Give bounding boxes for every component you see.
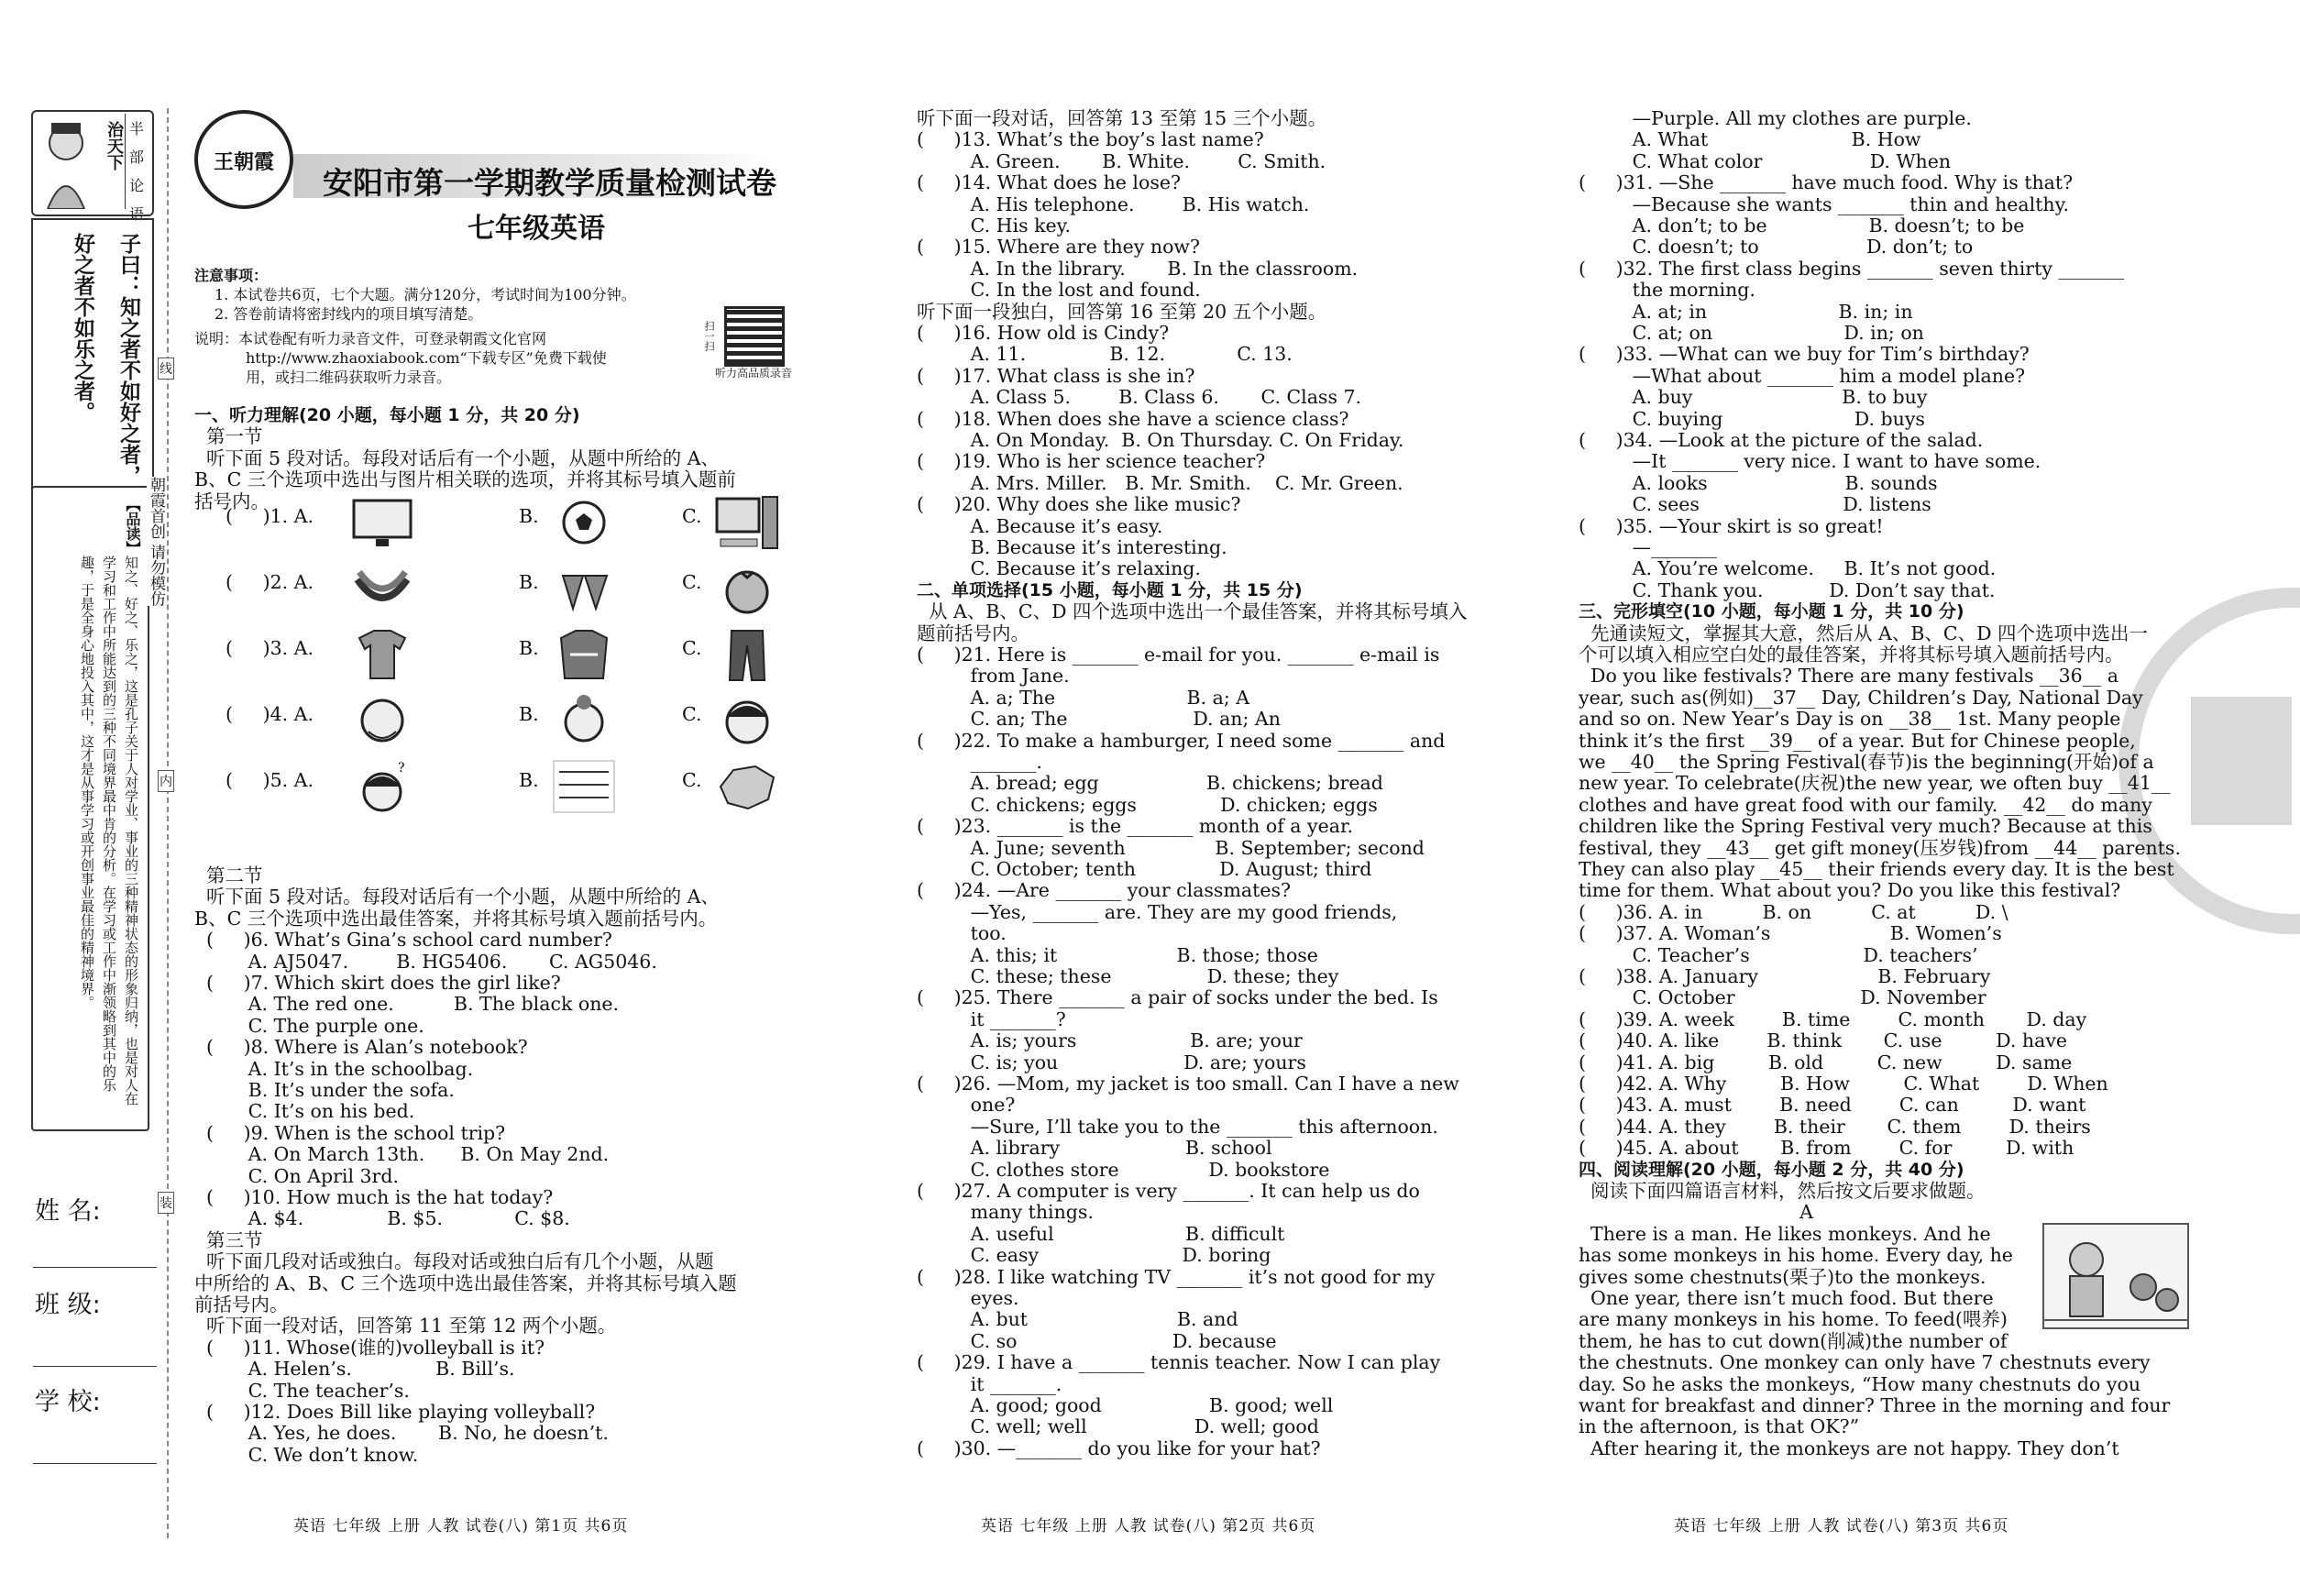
tv-icon — [350, 495, 414, 550]
text-line: A. $4. B. $5. C. $8. — [194, 1207, 570, 1230]
sidebar-top-box — [31, 110, 154, 223]
name-field-line[interactable] — [33, 1267, 157, 1268]
text-line: C. sees D. listens — [1579, 493, 1931, 516]
text-line: and so on. New Year’s Day is on __38__ 1st. Many people — [1579, 708, 2121, 731]
text-line: time for them. What about you? Do you like this festival? — [1579, 879, 2121, 902]
text-line: C. It’s on his bed. — [194, 1100, 415, 1123]
text-line: —Purple. All my clothes are purple. — [1579, 107, 1972, 129]
text-line: They can also play __45__ their friends every day. It is the best — [1579, 858, 2174, 880]
footer-page-1: 英语 七年级 上册 人教 试卷(八) 第1页 共6页 — [293, 1517, 629, 1535]
text-line: ( )34. —Look at the picture of the salad. — [1579, 429, 1984, 451]
picture-question-3: ( )3. A. — [226, 637, 314, 659]
text-line: ( )19. Who is her science teacher? — [917, 450, 1266, 473]
text-line: C. is; you D. are; yours — [917, 1051, 1306, 1073]
text-line: A. library B. school — [917, 1137, 1272, 1160]
picture-question-2: ( )2. A. — [226, 571, 314, 593]
class-field-label: 班 级: — [35, 1291, 101, 1319]
text-line: C. at; on D. in; on — [1579, 322, 1924, 344]
text-line: C. The teacher’s. — [194, 1379, 410, 1402]
svg-text:?: ? — [398, 761, 405, 776]
sidebar-label-box — [125, 114, 148, 223]
page-title: 安阳市第一学期教学质量检测试卷 — [323, 165, 776, 201]
text-line: A. but B. and — [917, 1308, 1238, 1331]
text-line: A. Helen’s. B. Bill’s. — [194, 1358, 515, 1381]
text-line: from Jane. — [917, 665, 1070, 688]
text-line: A. On March 13th. B. On May 2nd. — [194, 1143, 610, 1166]
grandfather-icon — [350, 693, 414, 748]
text-line: one? — [917, 1094, 1016, 1117]
text-line: A. buy B. to buy — [1579, 386, 1928, 409]
sidebar-reading-label: 【品读】 — [124, 497, 141, 556]
text-line: in the afternoon, is that OK?” — [1579, 1415, 1860, 1438]
text-line: —It _______ very nice. I want to have some. — [1579, 450, 2041, 473]
text-line: B. Because it’s interesting. — [917, 536, 1227, 558]
text-line: B. It’s under the sofa. — [194, 1079, 455, 1101]
text-line: Do you like festivals? There are many festivals __36__ a — [1579, 665, 2118, 688]
text-line: 第二节 — [194, 864, 263, 886]
sidebar-label-char-4: 语 — [128, 205, 144, 223]
text-line: A. is; yours B. are; your — [917, 1029, 1303, 1052]
text-line: ( )42. A. Why B. How C. What D. When — [1579, 1073, 2108, 1095]
text-line: A. good; good B. good; well — [917, 1394, 1334, 1416]
text-line: ( )15. Where are they now? — [917, 236, 1200, 259]
sidebar-label-char-3: 论 — [128, 177, 144, 194]
text-line: ( )31. —She _______ have much food. Why is that? — [1579, 171, 2074, 194]
text-line: A. In the library. B. In the classroom. — [917, 257, 1359, 280]
text-line: ( )12. Does Bill like playing volleyball? — [194, 1401, 596, 1423]
left-sidebar — [28, 108, 158, 1162]
notice-note-1: 说明：本试卷配有听力录音文件，可登录朝霞文化官网 — [194, 330, 547, 347]
text-line: 听下面几段对话或独白。每段对话或独白后有几个小题，从题 — [194, 1250, 714, 1273]
text-line: new year. To celebrate(庆祝)the new year, we often buy __41__ — [1579, 772, 2171, 795]
text-line: A. Mrs. Miller. B. Mr. Smith. C. Mr. Green. — [917, 471, 1403, 494]
text-line: ( )35. —Your skirt is so great! — [1579, 514, 1884, 537]
text-line: think it’s the first __39__ of a year. But for Chinese people, — [1579, 729, 2136, 752]
text-line: 听下面一段对话，回答第 13 至第 15 三个小题。 — [917, 107, 1327, 129]
text-line: ( )37. A. Woman’s B. Women’s — [1579, 922, 2002, 945]
sidebar-motto: 治天下 — [105, 121, 124, 171]
qr-code[interactable] — [724, 306, 785, 367]
text-line: A. His telephone. B. His watch. — [917, 193, 1310, 215]
option-label: C. — [682, 571, 702, 593]
text-line: many things. — [917, 1201, 1094, 1224]
option-label: B. — [519, 505, 539, 527]
text-line: are many monkeys in his home. To feed(喂养) — [1579, 1308, 2008, 1331]
text-line: C. Because it’s relaxing. — [917, 557, 1201, 580]
text-line: There is a man. He likes monkeys. And he — [1579, 1222, 1991, 1245]
text-line: ( )32. The first class begins _______ seven thirty _______ — [1579, 257, 2125, 280]
text-line: C. The purple one. — [194, 1014, 424, 1037]
text-line: ( )21. Here is _______ e-mail for you. _______ e-mail is — [917, 644, 1440, 666]
text-line: ( )33. —What can we buy for Tim’s birthday? — [1579, 343, 2030, 366]
picture-question-5: ( )5. A. — [226, 769, 314, 791]
text-line: B、C 三个选项中选出最佳答案，并将其标号填入题前括号内。 — [194, 907, 718, 930]
text-line: After hearing it, the monkeys are not happy. They don’t — [1579, 1436, 2119, 1459]
seal-mark-2: 内 — [158, 770, 174, 792]
page-subtitle: 七年级英语 — [468, 213, 605, 245]
pants-icon — [715, 627, 779, 682]
text-line: children like the Spring Festival very much? Because at this — [1579, 815, 2152, 838]
t-shirt-icon — [350, 627, 414, 682]
text-line: ( )11. Whose(谁的)volleyball is it? — [194, 1336, 545, 1359]
sweater-icon — [552, 627, 616, 682]
text-line: ( )8. Where is Alan’s notebook? — [194, 1036, 528, 1059]
text-line: 听下面一段独白，回答第 16 至第 20 五个小题。 — [917, 300, 1327, 323]
text-line: 听下面 5 段对话。每段对话后有一个小题，从题中所给的 A、 — [194, 446, 720, 469]
text-line: A. Because it’s easy. — [917, 514, 1163, 537]
text-line: C. chickens; eggs D. chicken; eggs — [917, 793, 1378, 816]
notice-note-2: http://www.zhaoxiabook.com“下载专区”免费下载使 — [246, 349, 607, 367]
sidebar-quote-2: 好之者不如乐之者。 — [71, 233, 94, 423]
text-line: A. Green. B. White. C. Smith. — [917, 149, 1326, 172]
text-line: ( )45. A. about B. from C. for D. with — [1579, 1137, 2074, 1160]
text-line: ( )7. Which skirt does the girl like? — [194, 972, 561, 994]
text-line: A. What B. How — [1579, 128, 1921, 151]
text-line: we __40__ the Spring Festival(春节)is the beginning(开始)of a — [1579, 751, 2154, 773]
picture-question-1: ( )1. A. — [226, 505, 314, 527]
text-line: C. What color D. When — [1579, 149, 1952, 172]
text-line: A. Class 5. B. Class 6. C. Class 7. — [917, 386, 1362, 409]
text-line: A. AJ5047. B. HG5406. C. AG5046. — [194, 950, 657, 973]
text-line: ( )39. A. week B. time C. month D. day — [1579, 1007, 2087, 1030]
text-line: C. easy D. boring — [917, 1244, 1271, 1267]
scholar-figure-icon — [39, 117, 94, 209]
notice-item-1: 1. 本试卷共6页，七个大题。满分120分，考试时间为100分钟。 — [215, 286, 636, 303]
seal-mark-1: 线 — [158, 358, 174, 380]
binding-line — [167, 108, 169, 1538]
strawberries-icon — [552, 561, 616, 616]
grandmother-icon — [552, 693, 616, 748]
text-line: A. bread; egg B. chickens; bread — [917, 772, 1383, 795]
notice-heading: 注意事项： — [194, 267, 269, 284]
bananas-icon — [350, 561, 414, 616]
text-line: them, he has to cut down(削减)the number of — [1579, 1329, 2008, 1352]
text-line: ( )40. A. like B. think C. use D. have — [1579, 1029, 2068, 1052]
text-line: A. It’s in the schoolbag. — [194, 1057, 474, 1080]
text-line: clothes and have great food with our family. __42__ do many — [1579, 793, 2152, 816]
text-line: ( )41. A. big B. old C. new D. same — [1579, 1051, 2073, 1073]
text-line: ( )14. What does he lose? — [917, 171, 1181, 194]
text-line: has some monkeys in his home. Every day, he — [1579, 1244, 2013, 1267]
desktop-computer-icon — [715, 495, 779, 550]
text-line: ( )6. What’s Gina’s school card number? — [194, 929, 612, 952]
binding-side-text: 朝霞首创 请勿模仿 — [147, 477, 165, 607]
boy-face-icon — [715, 693, 779, 748]
text-line: C. so D. because — [917, 1329, 1277, 1352]
text-line: ( )16. How old is Cindy? — [917, 322, 1170, 344]
text-line: C. these; these D. these; they — [917, 965, 1339, 987]
text-line: ( )44. A. they B. their C. them D. theirs — [1579, 1115, 2091, 1138]
option-label: B. — [519, 769, 539, 791]
text-line: ( )43. A. must B. need C. can D. want — [1579, 1094, 2086, 1117]
text-line: ( )23. _______ is the _______ month of a year. — [917, 815, 1354, 838]
text-line: C. We don’t know. — [194, 1443, 419, 1466]
text-line: ( )20. Why does she like music? — [917, 493, 1241, 516]
text-line: A. a; The B. a; A — [917, 686, 1250, 709]
school-field-line[interactable] — [33, 1463, 157, 1464]
sidebar-reading-text: 知之、好之、乐之，这是孔子关于人对学业、事业的三种精神状态的形象归纳，也是对人在学习和工作中所能达到的三种不同境界最中肯的分析。在学习或工作中渐领略到其中的乐趣，于是全身心地投入其中，这才是从事学习或开创事业最佳的精神境界。 — [79, 556, 139, 1106]
china-map-icon — [715, 759, 779, 814]
qr-side-label: 扫一扫 — [703, 321, 715, 351]
option-label: C. — [682, 637, 702, 659]
text-line: —_______ — [1579, 536, 1717, 558]
text-line: ( )22. To make a hamburger, I need some _______ and — [917, 729, 1446, 752]
text-line: day. So he asks the monkeys, “How many chestnuts do you — [1579, 1372, 2141, 1395]
text-line: A. looks B. sounds — [1579, 471, 1938, 494]
seal-mark-3: 装 — [158, 1192, 174, 1214]
text-line: festival, they __43__ get gift money(压岁钱)from __44__ parents. — [1579, 836, 2181, 859]
notice-item-2: 2. 答卷前请将密封线内的项目填写清楚。 — [215, 305, 483, 323]
text-line: ( )25. There _______ a pair of socks under the bed. Is — [917, 986, 1438, 1009]
text-line: 听下面 5 段对话。每段对话后有一个小题，从题中所给的 A、 — [194, 886, 720, 908]
text-line: ( )13. What’s the boy’s last name? — [917, 128, 1264, 151]
option-label: C. — [682, 769, 702, 791]
text-line: ( )36. A. in B. on C. at D. \ — [1579, 900, 2008, 923]
text-line: ( )17. What class is she in? — [917, 364, 1195, 387]
text-line: One year, there isn’t much food. But there — [1579, 1287, 1994, 1309]
option-label: B. — [519, 571, 539, 593]
sidebar-quote-1: 子曰：知之者不如好之者， — [116, 233, 140, 486]
text-line: C. clothes store D. bookstore — [917, 1158, 1330, 1181]
text-line: too. — [917, 922, 1007, 945]
text-line: 题前括号内。 — [917, 622, 1029, 644]
sidebar-reading-box — [31, 486, 149, 1131]
text-line: 第一节 — [194, 425, 263, 448]
text-line: A. The red one. B. The black one. — [194, 993, 620, 1016]
text-line: A. don’t; to be B. doesn’t; to be — [1579, 215, 2025, 237]
text-line: ( )9. When is the school trip? — [194, 1121, 506, 1144]
text-line: —What about _______ him a model plane? — [1579, 364, 2026, 387]
text-line: 括号内。 — [194, 490, 270, 512]
text-line: A. 11. B. 12. C. 13. — [917, 343, 1293, 366]
text-line: ( )18. When does she have a science class? — [917, 407, 1349, 430]
text-line: gives some chestnuts(栗子)to the monkeys. — [1579, 1265, 1986, 1288]
text-line: 阅读下面四篇语言材料，然后按文后要求做题。 — [1579, 1180, 1986, 1202]
text-line: year, such as(例如)__37__ Day, Children’s Day, National Day — [1579, 686, 2143, 709]
sidebar-label-char-1: 半 — [128, 120, 144, 138]
option-label: B. — [519, 703, 539, 725]
footer-page-3: 英语 七年级 上册 人教 试卷(八) 第3页 共6页 — [1674, 1517, 2009, 1535]
text-line: A. this; it B. those; those — [917, 943, 1318, 966]
text-line: C. October; tenth D. August; third — [917, 858, 1372, 880]
text-line: 先通读短文，掌握其大意，然后从 A、B、C、D 四个选项中选出一 — [1579, 622, 2149, 644]
brand-logo — [194, 110, 293, 209]
text-line: ( )29. I have a _______ tennis teacher. Now I can play — [917, 1351, 1441, 1374]
text-line: A. You’re welcome. B. It’s not good. — [1579, 557, 1997, 580]
text-line: eyes. — [917, 1287, 1019, 1309]
class-field-line[interactable] — [33, 1366, 157, 1367]
text-line: the chestnuts. One monkey can only have 7 chestnuts every — [1579, 1351, 2151, 1374]
text-line: ( )30. —_______ do you like for your hat? — [917, 1436, 1321, 1459]
option-label: C. — [682, 505, 702, 527]
text-line: C. His key. — [917, 215, 1072, 237]
picture-question-4: ( )4. A. — [226, 703, 314, 725]
text-line: A. June; seventh B. September; second — [917, 836, 1425, 859]
text-line: C. an; The D. an; An — [917, 708, 1281, 731]
notice-block — [194, 266, 636, 387]
school-field-label: 学 校: — [35, 1388, 101, 1416]
text-line: ( )26. —Mom, my jacket is too small. Can I have a new — [917, 1073, 1459, 1095]
option-label: C. — [682, 703, 702, 725]
section-heading: 一、听力理解(20 小题，每小题 1 分，共 20 分) — [194, 405, 580, 425]
text-line: B、C 三个选项中选出与图片相关联的选项，并将其标号填入题前 — [194, 468, 736, 491]
text-line: the morning. — [1579, 279, 1755, 302]
chinese-text-icon — [552, 759, 616, 814]
text-line: ( )28. I like watching TV _______ it’s not good for my — [917, 1265, 1436, 1288]
text-line: A. at; in B. in; in — [1579, 300, 1913, 323]
text-line: C. Thank you. D. Don’t say that. — [1579, 578, 1996, 601]
text-line: it _______. — [917, 1372, 1062, 1395]
text-line: ( )10. How much is the hat today? — [194, 1186, 554, 1208]
text-line: ( )24. —Are _______ your classmates? — [917, 879, 1291, 902]
sidebar-label-char-2: 部 — [128, 149, 144, 166]
text-line: want for breakfast and dinner? Three in the morning and four — [1579, 1394, 2171, 1416]
tomato-icon — [715, 561, 779, 616]
section-heading: 二、单项选择(15 小题，每小题 1 分，共 15 分) — [917, 579, 1303, 600]
text-line: _______. — [917, 751, 1042, 773]
qr-label: 听力高品质录音 — [715, 367, 793, 380]
name-field-label: 姓 名: — [35, 1197, 101, 1226]
text-line: C. Teacher’s D. teachers’ — [1579, 943, 1978, 966]
section-heading: 三、完形填空(10 小题，每小题 1 分，共 10 分) — [1579, 601, 1964, 622]
text-line: 从 A、B、C、D 四个选项中选出一个最佳答案，并将其标号填入 — [917, 600, 1468, 623]
text-line: C. October D. November — [1579, 986, 1986, 1009]
brand-logo-text: 王朝霞 — [213, 150, 274, 174]
text-line: —Yes, _______ are. They are my good friends, — [917, 900, 1398, 923]
text-line: A. Yes, he does. B. No, he doesn’t. — [194, 1422, 609, 1445]
text-line: 第三节 — [194, 1228, 263, 1251]
soccer-ball-icon — [552, 495, 616, 550]
text-line: C. doesn’t; to D. don’t; to — [1579, 236, 1974, 259]
text-line: —Sure, I’ll take you to the _______ this afternoon. — [917, 1115, 1438, 1138]
text-line: ( )38. A. January B. February — [1579, 965, 1991, 987]
text-line: 前括号内。 — [194, 1293, 289, 1315]
text-line: C. well; well D. well; good — [917, 1415, 1319, 1438]
text-line: C. buying D. buys — [1579, 407, 1925, 430]
notice-note-3: 用，或扫二维码获取听力录音。 — [246, 369, 452, 386]
monkey-picture — [2042, 1223, 2189, 1329]
section-heading: 四、阅读理解(20 小题，每小题 2 分，共 40 分) — [1579, 1159, 1964, 1180]
thinking-boy-icon — [350, 759, 414, 814]
text-line: A — [1579, 1201, 1813, 1224]
text-line: 听下面一段对话，回答第 11 至第 12 两个小题。 — [194, 1315, 617, 1337]
footer-page-2: 英语 七年级 上册 人教 试卷(八) 第2页 共6页 — [981, 1517, 1316, 1535]
text-line: ( )27. A computer is very _______. It can help us do — [917, 1180, 1420, 1202]
text-line: 中所给的 A、B、C 三个选项中选出最佳答案，并将其标号填入题 — [194, 1271, 737, 1294]
text-line: 个可以填入相应空白处的最佳答案，并将其标号填入题前括号内。 — [1579, 644, 2124, 666]
text-line: C. On April 3rd. — [194, 1164, 399, 1187]
text-line: A. On Monday. B. On Thursday. C. On Friday. — [917, 429, 1404, 451]
text-line: —Because she wants _______ thin and healthy. — [1579, 193, 2070, 215]
text-line: C. In the lost and found. — [917, 279, 1201, 302]
text-line: it _______? — [917, 1007, 1066, 1030]
option-label: B. — [519, 637, 539, 659]
text-line: A. useful B. difficult — [917, 1222, 1285, 1245]
watermark-seal — [2118, 587, 2300, 935]
